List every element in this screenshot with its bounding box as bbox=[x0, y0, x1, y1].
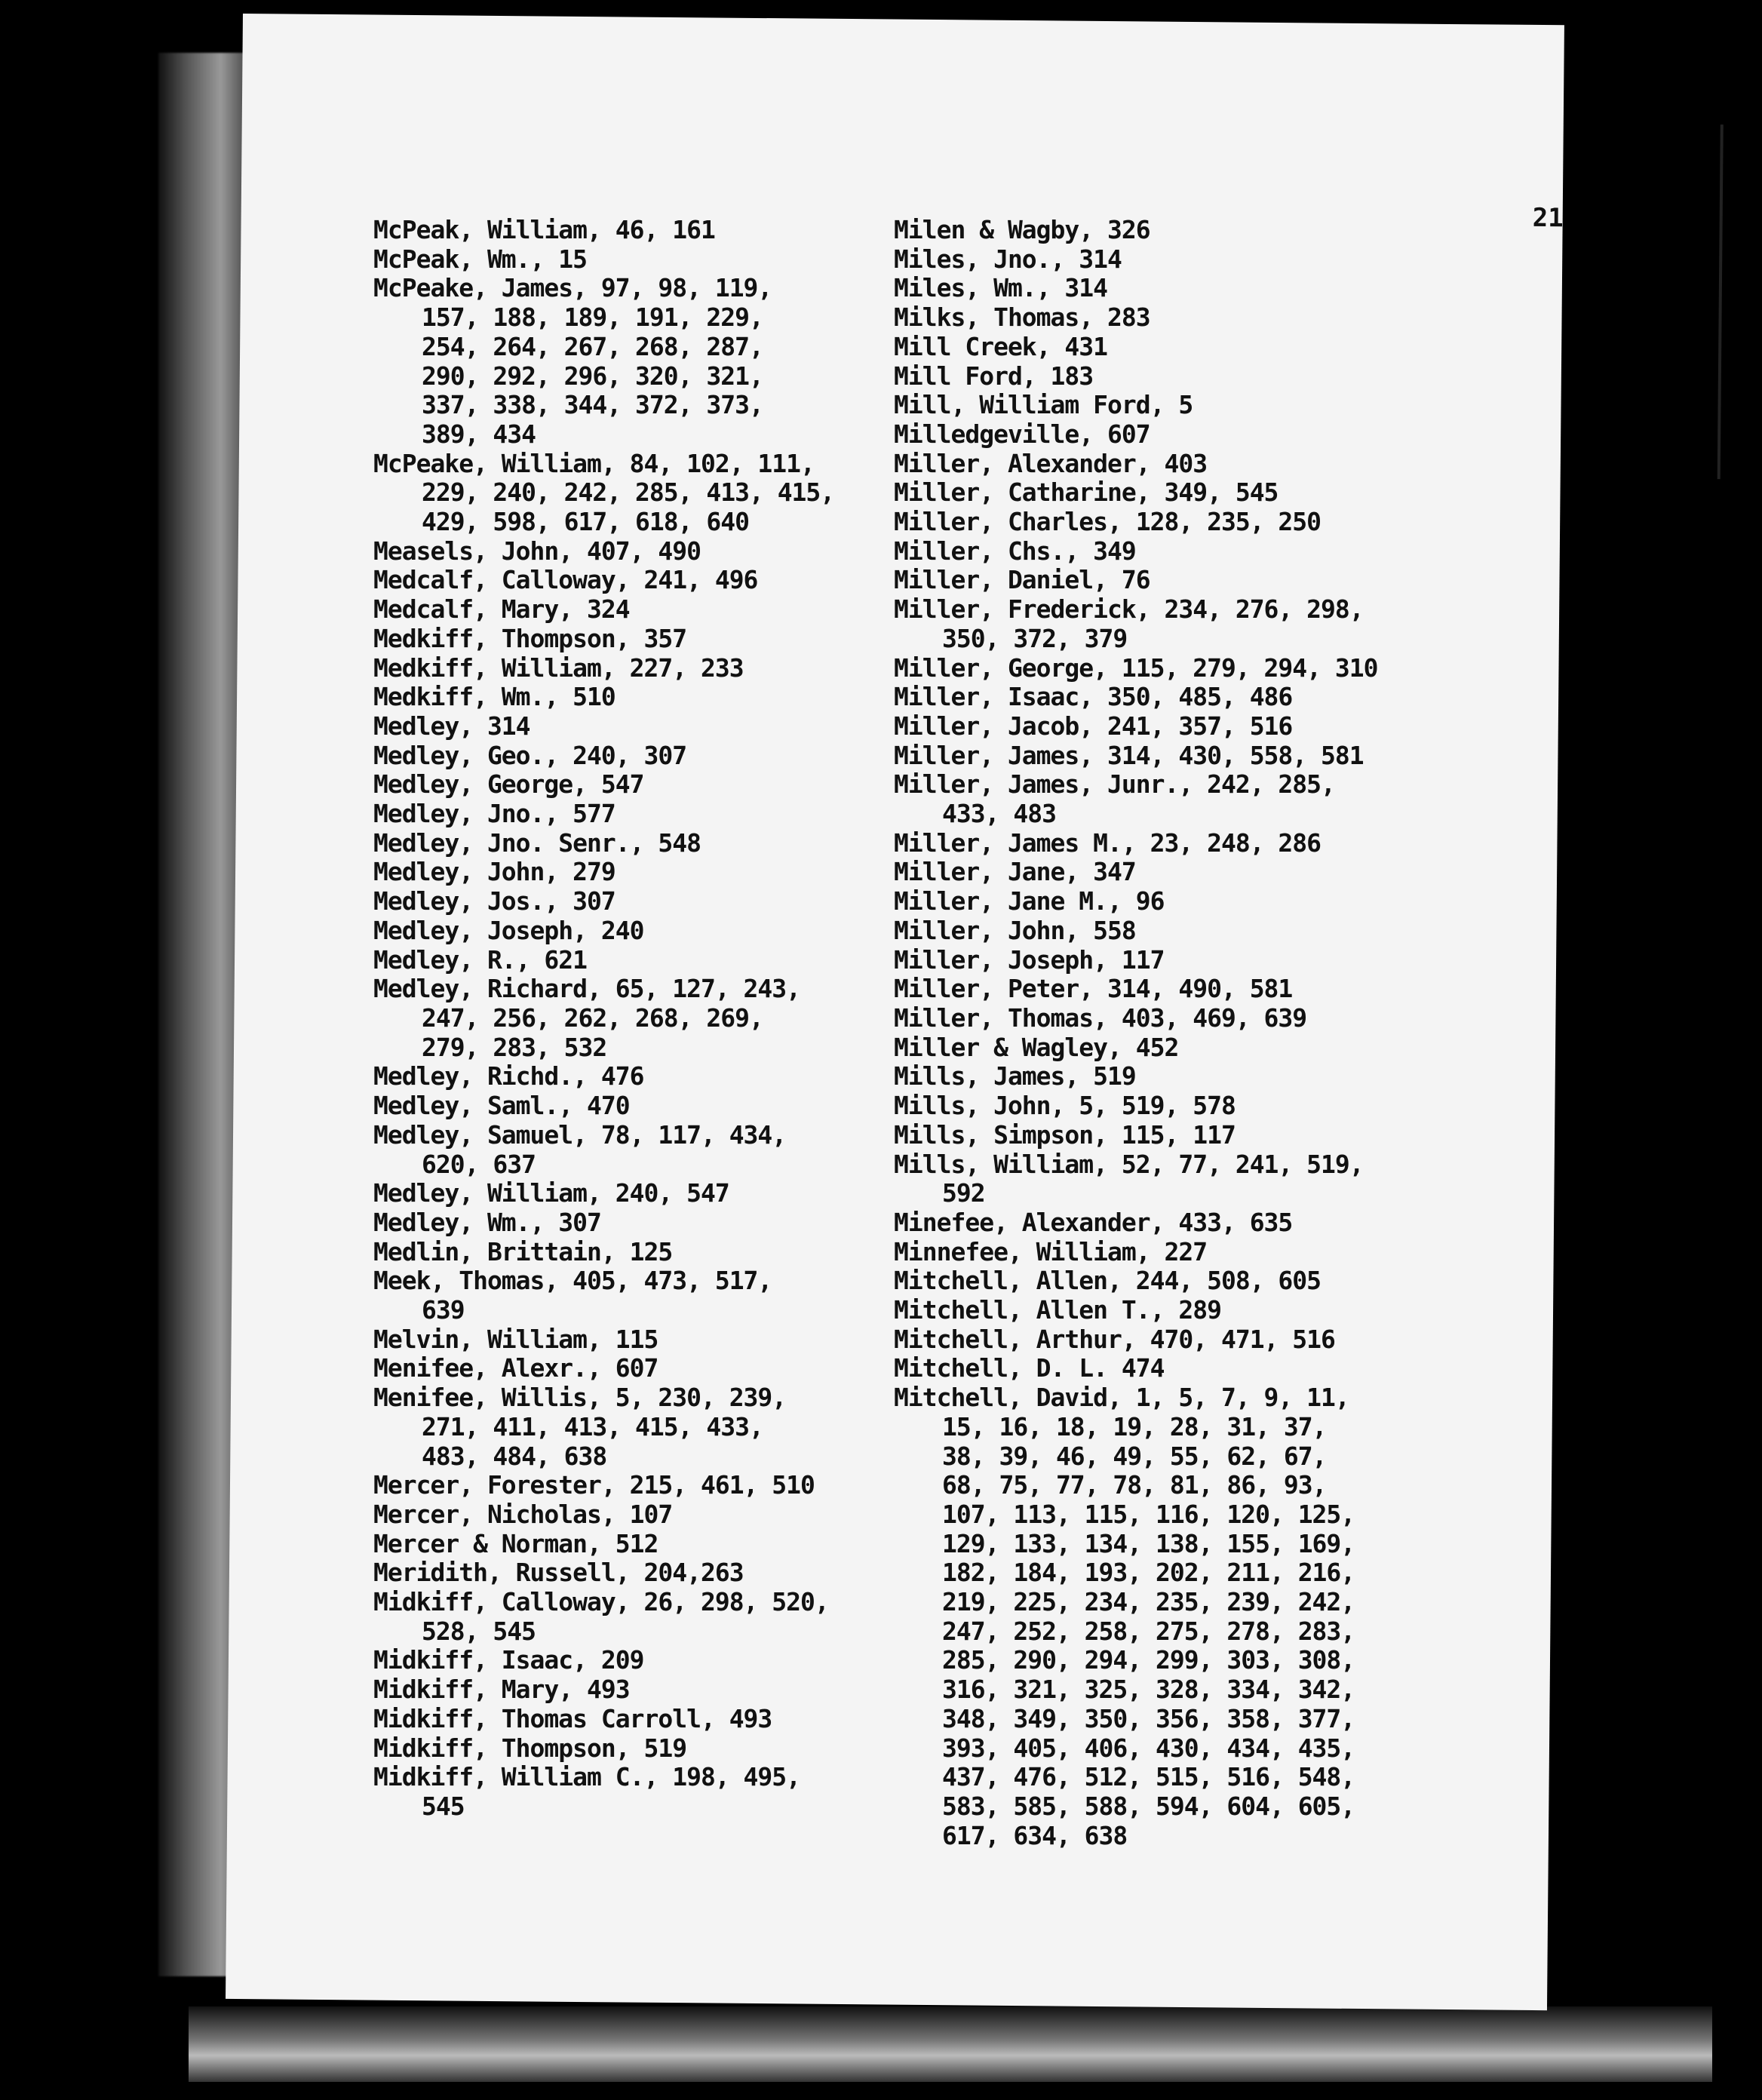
index-entry bbox=[373, 741, 856, 771]
index-entry-line: Menifee, Alexr., 607 bbox=[373, 1353, 658, 1383]
index-entry-line: Miller, Charles, 128, 235, 250 bbox=[894, 507, 1322, 537]
index-entry bbox=[894, 508, 1361, 537]
index-entry-line: Mitchell, Allen T., 289 bbox=[894, 1295, 1221, 1325]
index-entry-continuation: 348, 349, 350, 356, 358, 377, bbox=[942, 1703, 1355, 1733]
index-entry-continuation: 545 bbox=[422, 1791, 465, 1821]
index-entry bbox=[373, 1558, 856, 1588]
index-entry bbox=[373, 537, 856, 566]
index-entry-continuation: 290, 292, 296, 320, 321, bbox=[422, 361, 763, 391]
index-entry-line: Miller, Peter, 314, 490, 581 bbox=[894, 974, 1293, 1004]
index-entry-line: Melvin, William, 115 bbox=[373, 1324, 658, 1354]
index-entry-continuation: 393, 405, 406, 430, 434, 435, bbox=[942, 1733, 1355, 1763]
index-entry bbox=[894, 450, 1361, 479]
index-entry-line: Menifee, Willis, 5, 230, 239, bbox=[373, 1383, 787, 1413]
index-entry bbox=[373, 1062, 856, 1091]
index-entry bbox=[373, 1705, 856, 1734]
index-entry-line: Medley, Richd., 476 bbox=[373, 1061, 644, 1091]
index-entry bbox=[894, 537, 1361, 566]
index-entry-line: Milen & Wagby, 326 bbox=[894, 215, 1150, 244]
index-entry-line: McPeak, Wm., 15 bbox=[373, 244, 588, 274]
index-entry-line: McPeake, William, 84, 102, 111, bbox=[373, 448, 815, 478]
index-entry-continuation: 389, 434 bbox=[422, 419, 536, 449]
index-entry bbox=[894, 887, 1361, 916]
index-entry bbox=[373, 1675, 856, 1705]
index-entry bbox=[894, 1004, 1361, 1033]
index-entry bbox=[894, 1325, 1361, 1355]
index-entry-line: Medley, Joseph, 240 bbox=[373, 915, 644, 945]
index-entry bbox=[894, 829, 1361, 858]
index-entry bbox=[894, 420, 1361, 450]
index-entry bbox=[894, 683, 1361, 712]
index-entry bbox=[373, 800, 856, 829]
index-entry bbox=[373, 1179, 856, 1208]
index-column-right bbox=[894, 215, 1378, 1850]
index-entry bbox=[894, 1354, 1361, 1383]
page-bottom-edge bbox=[189, 2006, 1712, 2082]
index-entry-line: Medley, Geo., 240, 307 bbox=[373, 740, 687, 770]
index-entry-line: Miller, James, Junr., 242, 285, bbox=[894, 769, 1335, 800]
index-entry-line: Medley, George, 547 bbox=[373, 769, 644, 800]
index-entry bbox=[894, 245, 1361, 275]
index-entry-line: Mills, Simpson, 115, 117 bbox=[894, 1119, 1236, 1150]
index-entry-line: Meridith, Russell, 204,263 bbox=[373, 1558, 744, 1588]
index-entry bbox=[894, 303, 1361, 333]
index-entry-line: Mills, William, 52, 77, 241, 519, bbox=[894, 1149, 1364, 1179]
index-entry-line: Mitchell, David, 1, 5, 7, 9, 11, bbox=[894, 1383, 1349, 1413]
page-number: 21 bbox=[1532, 202, 1564, 234]
index-entry bbox=[894, 975, 1361, 1004]
index-entry-line: Medkiff, Wm., 510 bbox=[373, 682, 615, 712]
index-entry-line: Miller, James M., 23, 248, 286 bbox=[894, 827, 1322, 858]
index-entry bbox=[373, 946, 856, 975]
index-entry-line: Medley, Saml., 470 bbox=[373, 1091, 630, 1121]
index-entry-line: Mill, William Ford, 5 bbox=[894, 390, 1193, 420]
index-entry bbox=[373, 770, 856, 800]
index-entry-continuation: 316, 321, 325, 328, 334, 342, bbox=[942, 1675, 1355, 1705]
index-entry-line: Medley, 314 bbox=[373, 711, 530, 741]
index-entry-continuation: 483, 484, 638 bbox=[422, 1441, 607, 1471]
index-entry bbox=[894, 1149, 1364, 1208]
index-entry-line: Miller, Jane, 347 bbox=[894, 857, 1136, 887]
index-entry-line: Midkiff, Isaac, 209 bbox=[373, 1645, 644, 1675]
index-entry-line: Medley, Richard, 65, 127, 243, bbox=[373, 974, 801, 1004]
index-entry bbox=[894, 566, 1361, 595]
index-entry bbox=[894, 1062, 1361, 1091]
index-entry bbox=[373, 450, 856, 537]
index-entry-continuation: 219, 225, 234, 235, 239, 242, bbox=[942, 1587, 1355, 1617]
index-entry bbox=[373, 683, 856, 712]
index-entry-line: Miles, Jno., 314 bbox=[894, 244, 1122, 274]
index-entry-line: Miller, Daniel, 76 bbox=[894, 565, 1150, 595]
index-entry bbox=[894, 362, 1361, 391]
index-entry bbox=[373, 1500, 856, 1530]
index-entry bbox=[894, 216, 1361, 245]
index-entry-line: Miller, Jacob, 241, 357, 516 bbox=[894, 711, 1293, 741]
index-entry-line: Miles, Wm., 314 bbox=[894, 273, 1108, 303]
index-entry-continuation: 337, 338, 344, 372, 373, bbox=[422, 390, 763, 420]
index-entry bbox=[373, 216, 856, 245]
index-entry-line: Mill Creek, 431 bbox=[894, 331, 1108, 361]
index-entry bbox=[373, 916, 856, 946]
index-entry-line: Miller, Frederick, 234, 276, 298, bbox=[894, 594, 1364, 625]
margin-rule bbox=[1717, 124, 1724, 479]
index-entry-continuation: 433, 483 bbox=[942, 799, 1056, 829]
index-entry bbox=[894, 478, 1361, 508]
index-entry-continuation: 129, 133, 134, 138, 155, 169, bbox=[942, 1528, 1355, 1558]
index-entry-line: Midkiff, Calloway, 26, 298, 520, bbox=[373, 1587, 829, 1617]
index-entry-line: Mercer, Nicholas, 107 bbox=[373, 1499, 673, 1529]
index-entry-continuation: 429, 598, 617, 618, 640 bbox=[422, 507, 749, 537]
index-entry bbox=[894, 712, 1361, 741]
index-entry-continuation: 350, 372, 379 bbox=[942, 623, 1128, 653]
index-entry-continuation: 247, 256, 262, 268, 269, bbox=[422, 1002, 763, 1033]
index-entry bbox=[894, 652, 1378, 683]
index-entry bbox=[894, 858, 1361, 887]
index-entry-line: Miller, Isaac, 350, 485, 486 bbox=[894, 682, 1293, 712]
index-entry bbox=[373, 1383, 856, 1471]
index-entry bbox=[373, 566, 856, 595]
index-entry bbox=[894, 274, 1361, 303]
index-entry-line: Miller, Jane M., 96 bbox=[894, 886, 1165, 916]
index-entry bbox=[373, 625, 856, 654]
index-entry-line: Mitchell, Arthur, 470, 471, 516 bbox=[894, 1324, 1335, 1354]
index-entry-line: Midkiff, Thompson, 519 bbox=[373, 1733, 687, 1763]
index-entry bbox=[894, 594, 1364, 653]
index-entry bbox=[373, 1530, 856, 1559]
index-entry-continuation: 639 bbox=[422, 1295, 465, 1325]
index-entry bbox=[373, 1325, 856, 1355]
index-entry-line: Mills, John, 5, 519, 578 bbox=[894, 1091, 1236, 1121]
index-entry bbox=[373, 1354, 856, 1383]
index-entry bbox=[373, 1121, 856, 1179]
index-entry-continuation: 437, 476, 512, 515, 516, 548, bbox=[942, 1762, 1355, 1792]
index-entry bbox=[894, 333, 1361, 362]
index-entry-continuation: 271, 411, 413, 415, 433, bbox=[422, 1411, 763, 1441]
index-entry bbox=[373, 1208, 856, 1238]
index-entry-line: Miller, Chs., 349 bbox=[894, 536, 1136, 566]
index-entry bbox=[373, 1646, 856, 1675]
index-entry bbox=[894, 1091, 1361, 1121]
index-entry-continuation: 157, 188, 189, 191, 229, bbox=[422, 302, 763, 333]
index-entry bbox=[894, 946, 1361, 975]
index-entry bbox=[894, 1383, 1361, 1850]
index-entry-continuation: 592 bbox=[942, 1178, 985, 1208]
index-entry-line: Miller, George, 115, 279, 294, 310 bbox=[894, 652, 1378, 683]
index-entry-line: Medkiff, Thompson, 357 bbox=[373, 623, 687, 653]
index-entry bbox=[373, 858, 856, 887]
index-entry-line: Medley, Samuel, 78, 117, 434, bbox=[373, 1119, 787, 1150]
index-entry-line: Miller, John, 558 bbox=[894, 915, 1136, 945]
index-entry-line: Medley, Jno., 577 bbox=[373, 799, 615, 829]
index-entry-line: Mercer, Forester, 215, 461, 510 bbox=[373, 1470, 815, 1500]
index-entry-line: McPeak, William, 46, 161 bbox=[373, 215, 715, 244]
index-entry bbox=[373, 245, 856, 275]
index-entry bbox=[894, 1238, 1361, 1267]
index-entry bbox=[894, 1033, 1361, 1063]
index-entry-continuation: 68, 75, 77, 78, 81, 86, 93, bbox=[942, 1470, 1327, 1500]
index-entry bbox=[894, 770, 1361, 828]
index-entry bbox=[373, 1734, 856, 1764]
index-entry-line: Medley, Jno. Senr., 548 bbox=[373, 827, 701, 858]
index-entry bbox=[373, 1091, 856, 1121]
index-entry bbox=[373, 595, 856, 625]
index-entry-line: Milks, Thomas, 283 bbox=[894, 302, 1150, 333]
index-entry-continuation: 254, 264, 267, 268, 287, bbox=[422, 331, 763, 361]
index-entry bbox=[373, 1588, 856, 1646]
index-entry bbox=[373, 1238, 856, 1267]
index-entry-line: Mitchell, Allen, 244, 508, 605 bbox=[894, 1266, 1322, 1296]
index-entry-line: Mercer & Norman, 512 bbox=[373, 1528, 658, 1558]
index-entry-line: Medley, William, 240, 547 bbox=[373, 1178, 729, 1208]
index-entry bbox=[373, 1471, 856, 1500]
index-entry-line: Midkiff, Thomas Carroll, 493 bbox=[373, 1703, 772, 1733]
index-entry-continuation: 528, 545 bbox=[422, 1616, 536, 1646]
index-entry-continuation: 617, 634, 638 bbox=[942, 1820, 1128, 1850]
index-entry-continuation: 15, 16, 18, 19, 28, 31, 37, bbox=[942, 1411, 1327, 1441]
index-entry bbox=[373, 712, 856, 741]
index-entry bbox=[373, 829, 856, 858]
index-entry bbox=[894, 391, 1361, 420]
index-entry-line: Medcalf, Mary, 324 bbox=[373, 594, 630, 625]
index-entry-continuation: 107, 113, 115, 116, 120, 125, bbox=[942, 1499, 1355, 1529]
index-entry bbox=[373, 274, 856, 449]
index-entry bbox=[894, 1266, 1361, 1296]
index-entry bbox=[373, 887, 856, 916]
index-entry bbox=[894, 1296, 1361, 1325]
index-column-left bbox=[373, 216, 856, 1822]
index-entry bbox=[373, 654, 856, 683]
index-entry-line: Mill Ford, 183 bbox=[894, 361, 1094, 391]
index-entry bbox=[894, 740, 1364, 771]
index-entry-continuation: 247, 252, 258, 275, 278, 283, bbox=[942, 1616, 1355, 1646]
index-entry-continuation: 620, 637 bbox=[422, 1149, 536, 1179]
index-entry-line: Minnefee, William, 227 bbox=[894, 1236, 1208, 1266]
index-entry-continuation: 285, 290, 294, 299, 303, 308, bbox=[942, 1645, 1355, 1675]
index-entry-line: Medkiff, William, 227, 233 bbox=[373, 652, 744, 683]
index-entry-line: Miller, Alexander, 403 bbox=[894, 448, 1208, 478]
index-entry bbox=[373, 1266, 856, 1325]
index-entry-continuation: 229, 240, 242, 285, 413, 415, bbox=[422, 477, 835, 508]
index-entry bbox=[894, 916, 1361, 946]
index-entry-line: Meek, Thomas, 405, 473, 517, bbox=[373, 1266, 772, 1296]
index-entry-line: Miller, Catharine, 349, 545 bbox=[894, 477, 1279, 508]
index-entry-line: Medcalf, Calloway, 241, 496 bbox=[373, 565, 758, 595]
index-entry-line: Medlin, Brittain, 125 bbox=[373, 1236, 673, 1266]
index-entry-continuation: 38, 39, 46, 49, 55, 62, 67, bbox=[942, 1441, 1327, 1471]
index-entry-line: Mills, James, 519 bbox=[894, 1061, 1136, 1091]
index-entry-line: Miller & Wagley, 452 bbox=[894, 1032, 1179, 1062]
index-entry bbox=[373, 1763, 856, 1821]
index-entry-line: Minefee, Alexander, 433, 635 bbox=[894, 1207, 1293, 1237]
index-entry-continuation: 583, 585, 588, 594, 604, 605, bbox=[942, 1791, 1355, 1821]
index-entry-line: Measels, John, 407, 490 bbox=[373, 536, 701, 566]
index-entry-line: Miller, Joseph, 117 bbox=[894, 944, 1165, 975]
index-entry-line: Miller, James, 314, 430, 558, 581 bbox=[894, 740, 1364, 770]
index-entry-line: Medley, John, 279 bbox=[373, 857, 615, 887]
index-entry-line: Mitchell, D. L. 474 bbox=[894, 1353, 1165, 1383]
index-entry-line: Medley, Jos., 307 bbox=[373, 886, 615, 916]
index-entry-line: McPeake, James, 97, 98, 119, bbox=[373, 273, 772, 303]
index-entry bbox=[373, 975, 856, 1062]
index-entry-line: Milledgeville, 607 bbox=[894, 419, 1150, 449]
index-entry bbox=[894, 1121, 1361, 1150]
index-entry-line: Midkiff, Mary, 493 bbox=[373, 1675, 630, 1705]
index-entry bbox=[894, 1208, 1361, 1238]
index-entry-line: Midkiff, William C., 198, 495, bbox=[373, 1762, 801, 1792]
index-entry-continuation: 182, 184, 193, 202, 211, 216, bbox=[942, 1558, 1355, 1588]
index-entry-line: Medley, Wm., 307 bbox=[373, 1207, 601, 1237]
index-entry-line: Miller, Thomas, 403, 469, 639 bbox=[894, 1002, 1307, 1033]
index-entry-line: Medley, R., 621 bbox=[373, 944, 588, 975]
index-entry-continuation: 279, 283, 532 bbox=[422, 1032, 607, 1062]
